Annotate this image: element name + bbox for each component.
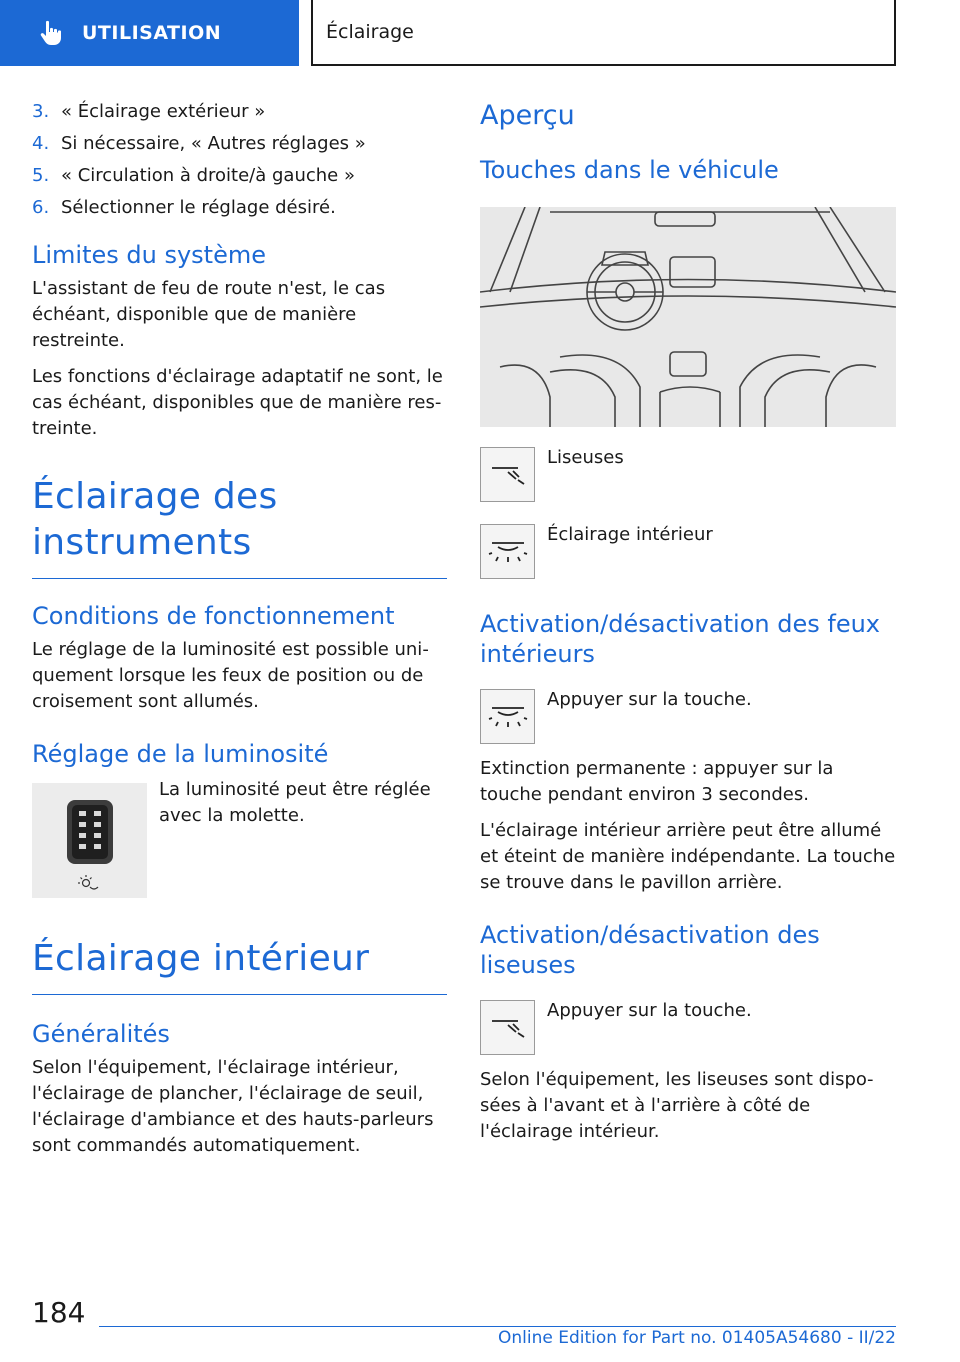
dashboard-illustration: [480, 207, 896, 427]
chapter-title: Éclairage: [326, 21, 414, 43]
hand-pointer-icon: [36, 18, 66, 48]
interior-heading: Éclairage intérieur: [32, 936, 447, 995]
brightness-paragraph: La luminosité peut être réglée avec la molette.: [159, 779, 431, 826]
permanent-off-paragraph: Extinction permanente : appuyer sur la touche pendant environ 3 secondes.: [480, 758, 834, 805]
steps-list: [32, 96, 447, 224]
press-interior-row: [480, 689, 896, 744]
brightness-row: [32, 779, 447, 898]
buttons-heading: Touches dans le véhicule: [480, 156, 779, 184]
brightness-heading: Réglage de la luminosité: [32, 740, 329, 768]
press-button-text-2: Appuyer sur la touche.: [547, 1000, 752, 1021]
list-item: 4. Si nécessaire, « Autres réglages »: [32, 133, 366, 154]
legend-interior-label: Éclairage intérieur: [547, 524, 713, 545]
general-heading: Généralités: [32, 1020, 170, 1048]
rear-light-paragraph: L'éclairage intérieur arrière peut être allumé et éteint de manière indépendante. La touche se trouve dans le pavillon arrière.: [480, 820, 896, 893]
general-paragraph: Selon l'équipement, l'éclairage intérieur, l'éclairage de plancher, l'éclairage de seuil, l'éclairage d'ambiance et des hauts-parleurs sont commandés automatiquement.: [32, 1057, 434, 1156]
section-title: UTILISATION: [82, 22, 222, 44]
list-item: 5. « Circulation à droite/à gauche »: [32, 165, 355, 186]
legend-interior-row: [480, 524, 896, 579]
right-column: [480, 96, 896, 1145]
legend-reading-row: [480, 447, 896, 502]
activate-reading-heading: Activation/désactivation des liseuses: [480, 921, 820, 979]
conditions-heading: Conditions de fonctionnement: [32, 602, 395, 630]
list-item: 6. Sélectionner le réglage désiré.: [32, 197, 336, 218]
legend-reading-label: Liseuses: [547, 447, 624, 468]
footer-edition: Online Edition for Part no. 01405A54680 - II/22: [497, 1328, 896, 1348]
list-item: 3. « Éclairage extérieur »: [32, 101, 266, 122]
press-reading-row: [480, 1000, 896, 1055]
chapter-header: [311, 0, 896, 66]
left-column: [32, 96, 447, 1159]
brightness-wheel-image: [32, 783, 147, 898]
page-number: 184: [32, 1296, 86, 1329]
limits-paragraph-1: L'assistant de feu de route n'est, le cas échéant, disponible que de manière restreinte.: [32, 278, 386, 351]
limits-heading: Limites du système: [32, 241, 266, 269]
reading-light-icon: [480, 1000, 535, 1055]
interior-light-icon: [480, 524, 535, 579]
interior-light-icon: [480, 689, 535, 744]
overview-heading: Aperçu: [480, 100, 575, 131]
reading-light-icon: [480, 447, 535, 502]
footer-divider: [99, 1326, 896, 1327]
activate-interior-heading: Activation/désactivation des feux intérieurs: [480, 610, 880, 668]
conditions-paragraph: Le réglage de la luminosité est possible uniquement lorsque les feux de position ou de croisement sont allumés.: [32, 639, 429, 712]
instruments-heading: Éclairage des instruments: [32, 474, 447, 579]
limits-paragraph-2: Les fonctions d'éclairage adaptatif ne sont, le cas échéant, disponibles que de manière restreinte.: [32, 366, 443, 439]
press-button-text-1: Appuyer sur la touche.: [547, 689, 752, 710]
section-tab[interactable]: [0, 0, 299, 66]
reading-position-paragraph: Selon l'équipement, les liseuses sont disposées à l'avant et à l'arrière à côté de l'éclairage intérieur.: [480, 1069, 874, 1142]
